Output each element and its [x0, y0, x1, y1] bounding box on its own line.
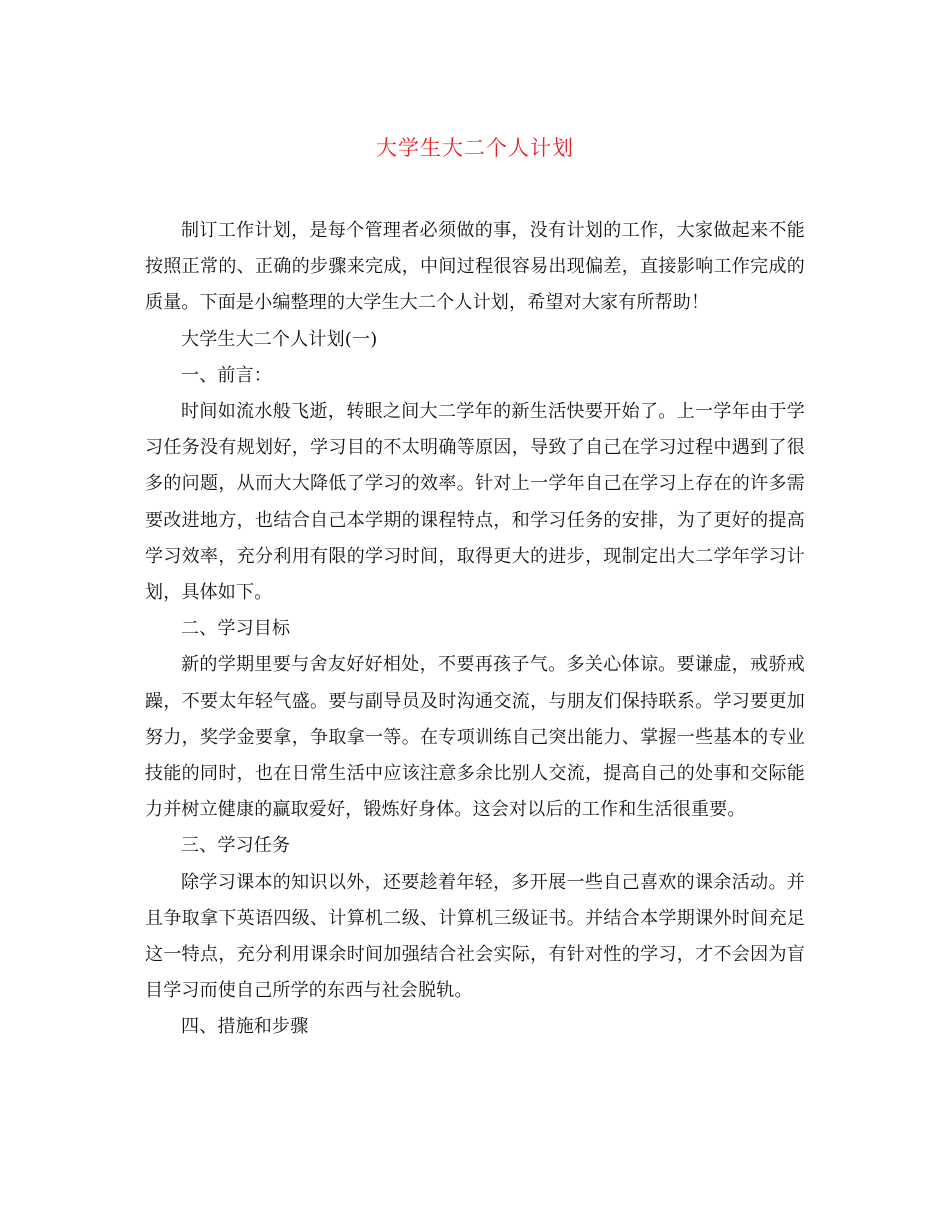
preface-paragraph: 时间如流水般飞逝，转眼之间大二学年的新生活快要开始了。上一学年由于学习任务没有规划好，学习目的不太明确等原因，导致了自己在学习过程中遇到了很多的问题，从而大大降低了学习的效率。针对上一学年自己在学习上存在的许多需要改进地方，也结合自己本学期的课程特点，和学习任务的安排，为了更好的提高学习效率，充分利用有限的学习时间，取得更大的进步，现制定出大二学年学习计划，具体如下。: [145, 401, 805, 604]
heading-preface: 一、前言：: [181, 364, 272, 386]
page-title: 大学生大二个人计划: [376, 136, 574, 160]
study-goals-paragraph: 新的学期里要与舍友好好相处，不要再孩子气。多关心体谅。要谦虚，戒骄戒躁，不要太年轻气盛。要与副导员及时沟通交流，与朋友们保持联系。学习要更加努力，奖学金要拿，争取拿一等。在专项训练自己突出能力、掌握一些基本的专业技能的同时，也在日常生活中应该注意多余比别人交流，提高自己的处事和交际能力并树立健康的赢取爱好，锻炼好身体。这会对以后的工作和生活很重要。: [145, 654, 805, 821]
section-heading-plan-one: 大学生大二个人计划(一): [181, 328, 378, 350]
heading-study-tasks: 三、学习任务: [181, 835, 291, 857]
document-body: [145, 213, 805, 1046]
heading-study-goals: 二、学习目标: [181, 618, 291, 640]
heading-measures-steps: 四、措施和步骤: [181, 1016, 309, 1038]
intro-paragraph: 制订工作计划，是每个管理者必须做的事，没有计划的工作，大家做起来不能按照正常的、正确的步骤来完成，中间过程很容易出现偏差，直接影响工作完成的质量。下面是小编整理的大学生大二个人计划，希望对大家有所帮助！: [145, 220, 805, 314]
study-tasks-paragraph: 除学习课本的知识以外，还要趁着年轻，多开展一些自己喜欢的课余活动。并且争取拿下英语四级、计算机二级、计算机三级证书。并结合本学期课外时间充足这一特点，充分利用课余时间加强结合社会实际，有针对性的学习，才不会因为盲目学习而使自己所学的东西与社会脱轨。: [145, 871, 805, 1002]
